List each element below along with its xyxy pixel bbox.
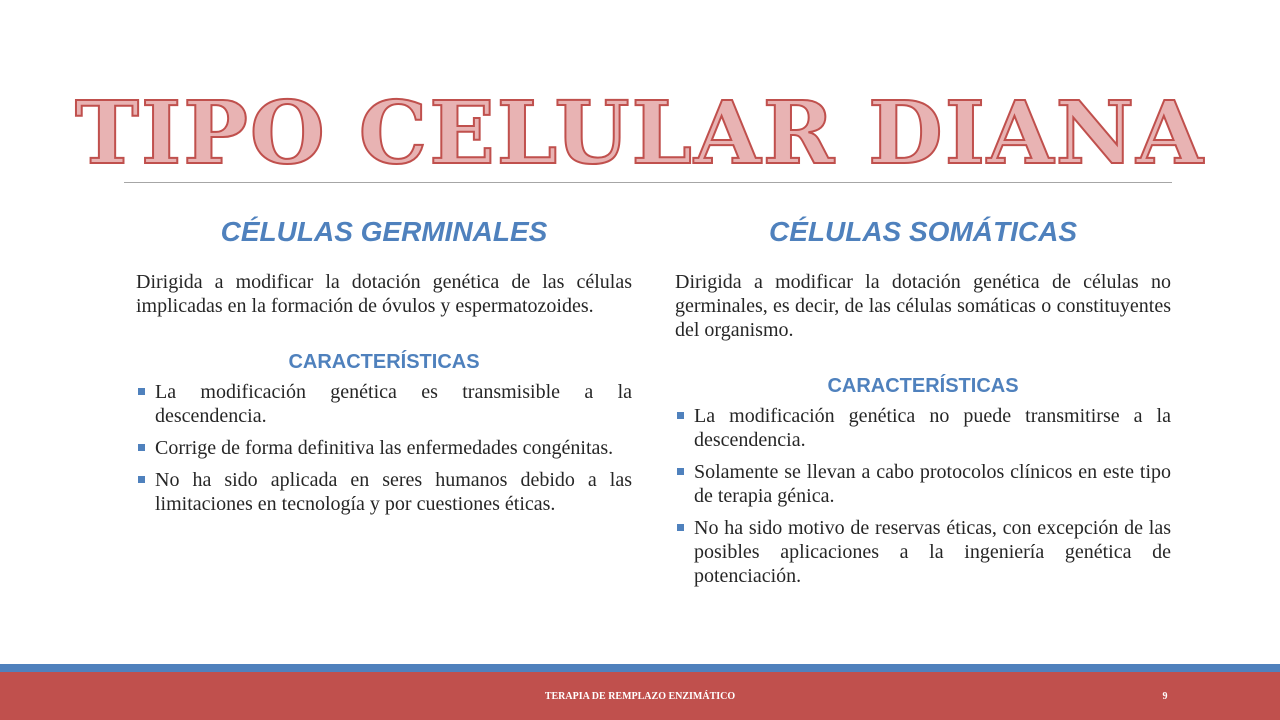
somatic-cells-column xyxy=(675,210,1171,596)
germinal-features-heading: CARACTERÍSTICAS xyxy=(288,351,480,373)
germinal-cells-heading: CÉLULAS GERMINALES xyxy=(220,216,548,247)
list-item-text: Corrige de forma definitiva las enfermedades congénitas. xyxy=(155,437,614,459)
list-item xyxy=(675,516,1171,588)
list-item-text: La modificación genética es transmisible a la descendencia. xyxy=(155,381,632,427)
page-number: 9 xyxy=(1162,691,1168,702)
footer-text: TERAPIA DE REMPLAZO ENZIMÁTICO xyxy=(544,691,736,702)
square-bullet-icon xyxy=(138,476,145,483)
list-item xyxy=(136,468,632,516)
list-item xyxy=(675,460,1171,508)
square-bullet-icon xyxy=(677,468,684,475)
title-divider xyxy=(124,182,1172,183)
slide-title: TIPO CELULAR DIANA xyxy=(75,83,1205,184)
list-item xyxy=(136,436,632,460)
footer-accent-stripe xyxy=(0,664,1280,672)
list-item-text: No ha sido motivo de reservas éticas, con excepción de las posibles aplicaciones a la ingeniería genética de potenciación. xyxy=(694,517,1171,587)
square-bullet-icon xyxy=(677,524,684,531)
list-item xyxy=(675,404,1171,452)
germinal-cells-description: Dirigida a modificar la dotación genética de las células implicadas en la formación de óvulos y espermatozoides. xyxy=(136,271,632,317)
list-item-text: La modificación genética no puede transmitirse a la descendencia. xyxy=(694,405,1171,451)
somatic-features-list xyxy=(675,404,1171,588)
list-item-text: No ha sido aplicada en seres humanos debido a las limitaciones en tecnología y por cuestiones éticas. xyxy=(155,469,632,515)
list-item xyxy=(136,380,632,428)
square-bullet-icon xyxy=(138,388,145,395)
square-bullet-icon xyxy=(138,444,145,451)
somatic-cells-heading: CÉLULAS SOMÁTICAS xyxy=(769,216,1077,247)
germinal-cells-column xyxy=(136,210,632,524)
somatic-cells-description: Dirigida a modificar la dotación genética de células no germinales, es decir, de las células somáticas o constituyentes del organismo. xyxy=(675,271,1171,341)
list-item-text: Solamente se llevan a cabo protocolos clínicos en este tipo de terapia génica. xyxy=(694,461,1171,507)
square-bullet-icon xyxy=(677,412,684,419)
somatic-features-heading: CARACTERÍSTICAS xyxy=(827,375,1019,397)
germinal-features-list xyxy=(136,380,632,516)
